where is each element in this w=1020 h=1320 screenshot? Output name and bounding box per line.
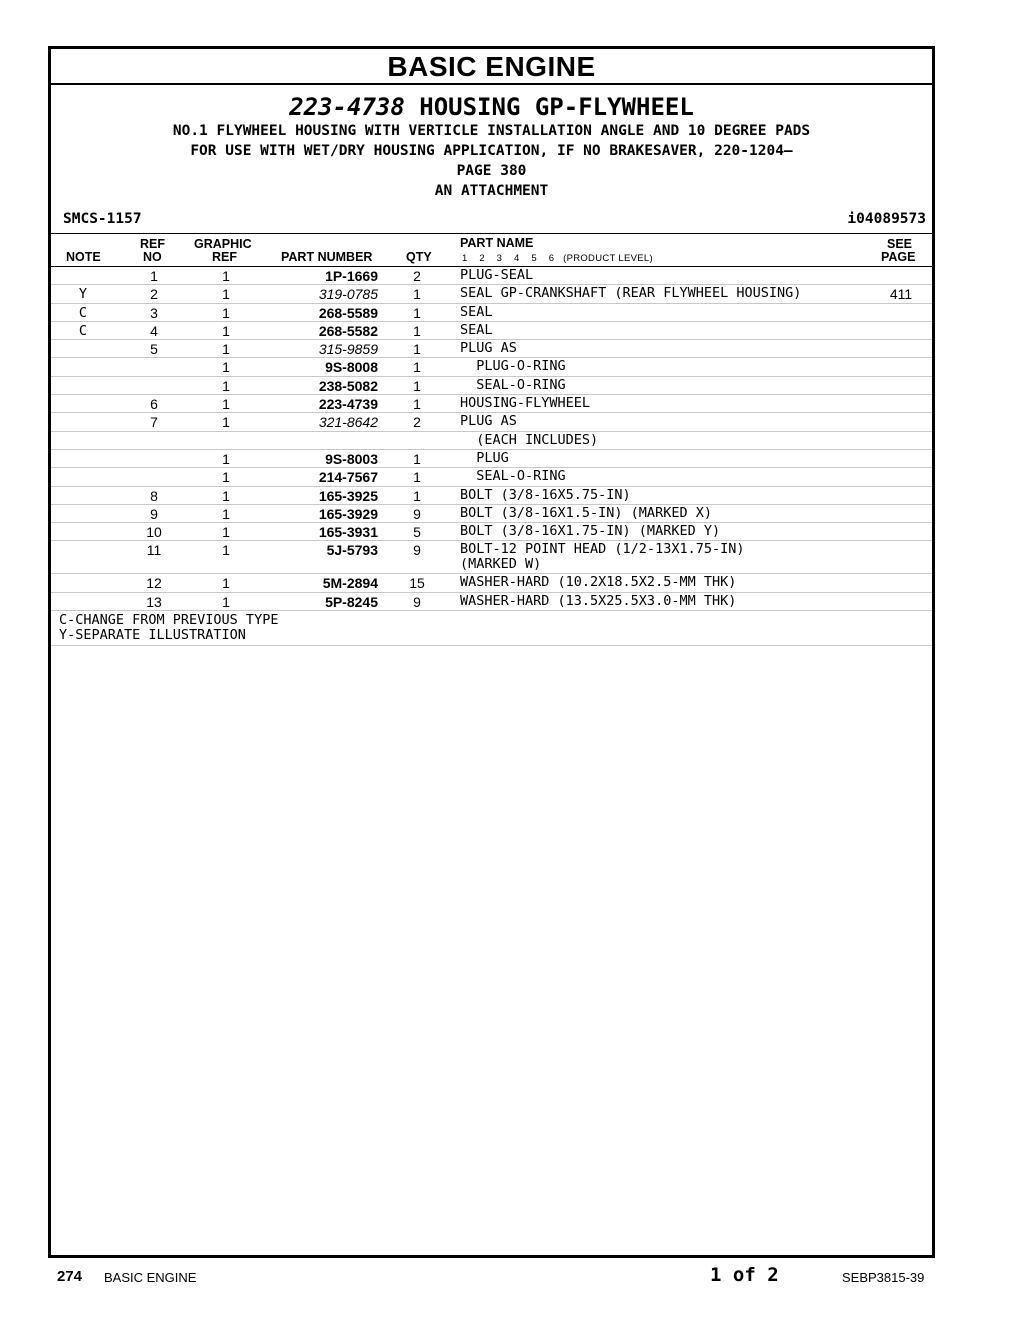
row-graphic-ref: 1 <box>222 322 230 339</box>
col-part-name: PART NAME <box>460 236 534 250</box>
row-part-number: 1P-1669 <box>325 268 378 284</box>
row-ref-no: 8 <box>150 487 158 504</box>
row-part-name: PLUG AS <box>460 340 517 357</box>
row-part-number: 5J-5793 <box>326 542 378 559</box>
row-ref-no: 12 <box>146 575 162 592</box>
row-part-name: PLUG-O-RING <box>460 358 566 375</box>
table-header <box>51 234 932 267</box>
row-part-number: 268-5589 <box>318 304 378 321</box>
description-line-4: AN ATTACHMENT <box>434 183 549 199</box>
row-ref-no: 5 <box>150 341 158 358</box>
row-qty: 2 <box>413 268 421 284</box>
row-qty: 5 <box>413 524 421 541</box>
row-part-name: BOLT (3/8-16X1.5-IN) (MARKED X) <box>460 504 712 521</box>
row-qty: 1 <box>413 304 421 321</box>
table-row <box>51 468 932 486</box>
row-graphic-ref: 1 <box>222 542 230 559</box>
description-line-2: FOR USE WITH WET/DRY HOUSING APPLICATION, IF NO BRAKESAVER, 220-1204— <box>190 143 793 159</box>
parts-table-body <box>51 267 932 611</box>
row-qty: 1 <box>413 341 421 358</box>
col-note: NOTE <box>66 250 101 264</box>
table-row <box>51 377 932 395</box>
row-part-name: WASHER-HARD (13.5X25.5X3.0-MM THK) <box>460 592 737 609</box>
row-part-number: 165-3929 <box>318 505 378 522</box>
illustration-id: i04089573 <box>847 211 926 227</box>
row-ref-no: 13 <box>146 593 162 610</box>
table-row <box>51 358 932 376</box>
row-note: C <box>78 304 88 321</box>
col-product-level: 1 2 3 4 5 6 (PRODUCT LEVEL) <box>462 253 653 264</box>
row-part-name: SEAL GP-CRANKSHAFT (REAR FLYWHEEL HOUSING) <box>460 285 802 302</box>
table-row <box>51 304 932 322</box>
col-ref-bottom: NO <box>143 250 162 264</box>
row-part-name: HOUSING-FLYWHEEL <box>460 395 591 412</box>
table-row <box>51 267 932 285</box>
row-ref-no: 10 <box>146 524 162 541</box>
table-row <box>51 432 932 450</box>
row-part-name: SEAL-O-RING <box>460 468 566 485</box>
row-qty: 9 <box>413 505 421 522</box>
row-graphic-ref: 1 <box>222 377 230 394</box>
row-graphic-ref: 1 <box>222 341 230 358</box>
row-qty: 2 <box>413 414 421 431</box>
row-qty: 9 <box>413 542 421 559</box>
table-row <box>51 395 932 413</box>
row-part-number: 5M-2894 <box>322 575 378 592</box>
row-graphic-ref: 1 <box>222 304 230 321</box>
row-qty: 1 <box>413 487 421 504</box>
col-graphic-top: GRAPHIC <box>194 237 252 251</box>
col-qty: QTY <box>406 250 432 264</box>
row-ref-no: 7 <box>150 414 158 431</box>
row-ref-no: 6 <box>150 396 158 413</box>
col-ref-top: REF <box>140 237 165 251</box>
row-part-number: 315-9859 <box>318 341 378 358</box>
row-part-number: 5P-8245 <box>325 593 378 610</box>
row-ref-no: 9 <box>150 505 158 522</box>
row-qty: 1 <box>413 450 421 467</box>
row-ref-no: 1 <box>150 268 158 284</box>
table-row <box>51 593 932 611</box>
row-graphic-ref: 1 <box>222 359 230 376</box>
row-part-name: PLUG-SEAL <box>460 267 534 283</box>
row-graphic-ref: 1 <box>222 414 230 431</box>
row-part-number: 165-3931 <box>318 524 378 541</box>
row-part-number: 9S-8003 <box>325 450 378 467</box>
table-row <box>51 574 932 592</box>
row-part-name: SEAL-O-RING <box>460 376 566 393</box>
smcs-code: SMCS-1157 <box>63 211 142 227</box>
row-ref-no: 2 <box>150 286 158 303</box>
row-graphic-ref: 1 <box>222 286 230 303</box>
row-qty: 1 <box>413 396 421 413</box>
row-ref-no: 3 <box>150 304 158 321</box>
row-qty: 1 <box>413 286 421 303</box>
notes-legend <box>51 611 932 646</box>
row-graphic-ref: 1 <box>222 575 230 592</box>
row-qty: 1 <box>413 377 421 394</box>
table-row <box>51 523 932 541</box>
table-row <box>51 505 932 523</box>
row-graphic-ref: 1 <box>222 268 230 284</box>
note-y: Y-SEPARATE ILLUSTRATION <box>59 627 246 644</box>
sheet-indicator: 1 of 2 <box>710 1264 779 1286</box>
part-header <box>51 93 932 201</box>
row-see-page: 411 <box>889 286 913 303</box>
row-qty: 1 <box>413 469 421 486</box>
row-part-number: 214-7567 <box>318 469 378 486</box>
row-part-name: (EACH INCLUDES) <box>460 431 599 448</box>
page-footer <box>0 1264 1020 1288</box>
table-row <box>51 450 932 468</box>
part-title-line <box>51 93 932 121</box>
footer-section: BASIC ENGINE <box>104 1270 197 1285</box>
description-line-3: PAGE 380 <box>456 163 527 179</box>
row-ref-no: 11 <box>146 542 162 559</box>
row-graphic-ref: 1 <box>222 487 230 504</box>
row-part-number: 319-0785 <box>318 286 378 303</box>
row-part-name: PLUG <box>460 449 509 466</box>
table-row <box>51 340 932 358</box>
table-row <box>51 487 932 505</box>
row-qty: 1 <box>413 359 421 376</box>
col-see-bottom: PAGE <box>881 250 916 264</box>
row-part-name: SEAL <box>460 303 493 320</box>
row-graphic-ref: 1 <box>222 524 230 541</box>
row-qty: 9 <box>413 593 421 610</box>
row-part-name: BOLT (3/8-16X1.75-IN) (MARKED Y) <box>460 523 721 540</box>
row-graphic-ref: 1 <box>222 469 230 486</box>
row-graphic-ref: 1 <box>222 396 230 413</box>
row-ref-no: 4 <box>150 322 158 339</box>
row-qty: 15 <box>409 575 425 592</box>
row-part-number: 9S-8008 <box>325 359 378 376</box>
table-row <box>51 413 932 431</box>
row-note: C <box>78 322 88 339</box>
description-line-1: NO.1 FLYWHEEL HOUSING WITH VERTICLE INSTALLATION ANGLE AND 10 DEGREE PADS <box>172 123 811 139</box>
row-part-number: 268-5582 <box>318 322 378 339</box>
row-graphic-ref: 1 <box>222 505 230 522</box>
row-note: Y <box>78 286 88 303</box>
row-part-name: WASHER-HARD (10.2X18.5X2.5-MM THK) <box>460 574 737 591</box>
page-number: 274 <box>57 1268 83 1285</box>
row-part-number: 165-3925 <box>318 487 378 504</box>
group-part-title: HOUSING GP-FLYWHEEL <box>419 93 694 121</box>
parts-page-frame <box>48 46 935 1258</box>
col-part-number: PART NUMBER <box>281 250 373 264</box>
row-part-name: BOLT (3/8-16X5.75-IN) <box>460 486 631 503</box>
row-part-name: BOLT-12 POINT HEAD (1/2-13X1.75-IN) (MARKED W) <box>460 541 745 573</box>
row-part-number: 321-8642 <box>318 414 378 431</box>
row-part-name: SEAL <box>460 321 493 338</box>
table-row <box>51 322 932 340</box>
row-qty: 1 <box>413 322 421 339</box>
row-part-name: PLUG AS <box>460 413 517 430</box>
col-graphic-bottom: REF <box>212 250 237 264</box>
note-c: C-CHANGE FROM PREVIOUS TYPE <box>59 612 279 629</box>
group-part-number: 223-4738 <box>289 93 405 121</box>
row-graphic-ref: 1 <box>222 450 230 467</box>
row-part-number: 238-5082 <box>318 377 378 394</box>
document-id: SEBP3815-39 <box>842 1270 925 1285</box>
table-row <box>51 541 932 574</box>
meta-row <box>51 207 932 234</box>
row-part-number: 223-4739 <box>318 396 378 413</box>
row-graphic-ref: 1 <box>222 593 230 610</box>
section-title: BASIC ENGINE <box>51 49 932 85</box>
col-see-top: SEE <box>887 237 913 251</box>
table-row <box>51 285 932 303</box>
